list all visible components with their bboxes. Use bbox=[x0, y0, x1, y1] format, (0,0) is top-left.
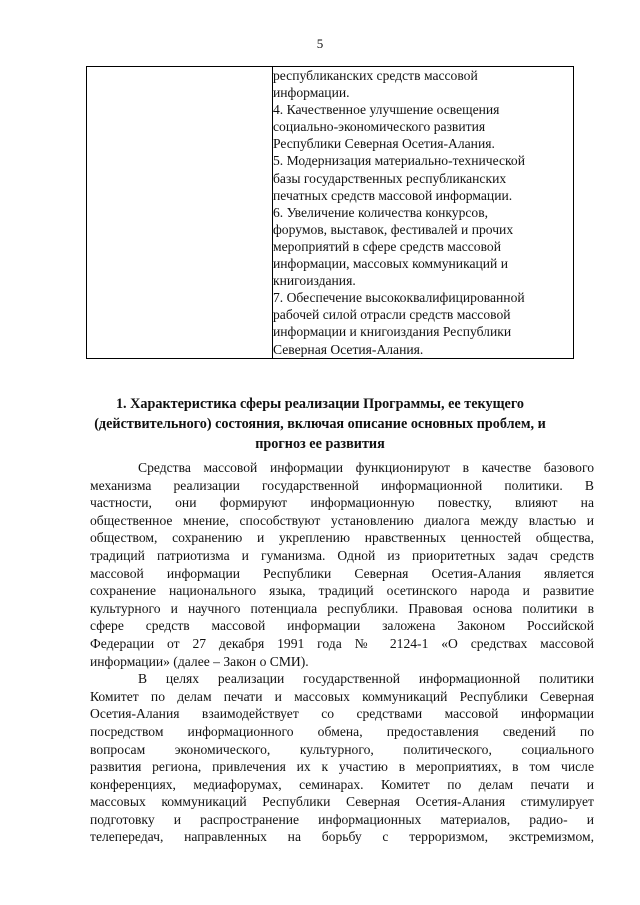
objective-line: республиканских средств массовой bbox=[273, 68, 478, 83]
text-line: Средства массовой информации функционируют в качестве базового bbox=[138, 460, 594, 475]
section-heading-line: прогноз ее развития bbox=[255, 436, 385, 452]
objective-line: Северная Осетия-Алания. bbox=[273, 341, 424, 357]
text-line: механизма реализации государственной информационной политики. В bbox=[90, 477, 594, 493]
objective-line: форумов, выставок, фестивалей и прочих bbox=[273, 221, 514, 237]
objective-line: книгоиздания. bbox=[273, 273, 356, 289]
text-line: обществом, сохранению и укреплению нравственных ценностей общества, bbox=[90, 530, 594, 546]
text-line: развития региона, привлечения их к участию в мероприятиях, в том числе bbox=[90, 759, 594, 775]
objective-line: 7. Обеспечение высококвалифицированной bbox=[273, 290, 525, 306]
objective-line: информации, массовых коммуникаций и bbox=[273, 256, 508, 272]
objective-line: Республики Северная Осетия-Алания. bbox=[273, 136, 495, 152]
objective-line: 5. Модернизация материально-технической bbox=[273, 153, 525, 169]
text-line: частности, они формируют информационную повестку, влияют на bbox=[90, 495, 594, 511]
objective-line: социально-экономического развития bbox=[273, 119, 486, 135]
section-heading bbox=[92, 394, 548, 454]
objective-line: 6. Увеличение количества конкурсов, bbox=[273, 204, 489, 220]
text-line: посредством информационного обмена, предоставления сведений по bbox=[90, 723, 594, 739]
text-line: телепередач, направленных на борьбу с терроризмом, экстремизмом, bbox=[90, 829, 594, 845]
paragraph-committee-policy bbox=[90, 670, 594, 846]
text-line: В целях реализации государственной информационной политики bbox=[138, 671, 594, 687]
objective-line: рабочей силой отрасли средств массовой bbox=[273, 307, 511, 323]
objective-line: информации и книгоиздания Республики bbox=[273, 324, 512, 340]
text-line: вопросам экономического, культурного, политического, социального bbox=[90, 741, 594, 757]
text-line: Осетия-Алания взаимодействует со средствами массовой информации bbox=[90, 706, 594, 722]
text-line: сохранение национального языка, традиций осетинского народа и развитие bbox=[90, 583, 594, 599]
table-cell-empty bbox=[87, 67, 273, 359]
table-row bbox=[87, 67, 574, 359]
body-text bbox=[90, 459, 594, 846]
section-heading-line: 1. Характеристика сферы реализации Программы, ее текущего bbox=[115, 396, 525, 412]
objective-line: мероприятий в сфере средств массовой bbox=[273, 238, 502, 254]
objective-line: базы государственных республиканских bbox=[273, 170, 507, 186]
text-line: сфере средств массовой информации заложена Законом Российской bbox=[90, 618, 594, 634]
objective-line: 4. Качественное улучшение освещения bbox=[273, 102, 500, 118]
text-line: культурного и научного потенциала республики. Правовая основа политики в bbox=[90, 600, 594, 616]
objective-line: информации. bbox=[273, 85, 350, 101]
text-line: Федерации от 27 декабря 1991 года № 2124-1 «О средствах массовой bbox=[90, 635, 594, 651]
objective-line: печатных средств массовой информации. bbox=[273, 187, 513, 203]
text-line: конференциях, медиафорумах, семинарах. Комитет по делам печати и bbox=[90, 776, 594, 792]
text-line: массовой информации Республики Северная Осетия-Алания является bbox=[90, 565, 594, 581]
paragraph-media-role bbox=[90, 459, 594, 670]
text-line: общественное мнение, способствуют установлению диалога между властью и bbox=[90, 512, 594, 528]
page-number: 5 bbox=[316, 36, 324, 51]
text-line: информации» (далее – Закон о СМИ). bbox=[90, 653, 309, 669]
text-line: Комитет по делам печати и массовых коммуникаций Республики Северная bbox=[90, 688, 594, 704]
table-cell-objectives bbox=[273, 67, 574, 359]
objectives-table bbox=[86, 66, 574, 359]
section-heading-line: (действительного) состояния, включая описание основных проблем, и bbox=[94, 416, 546, 432]
text-line: массовых коммуникаций Республики Северная Осетия-Алания стимулирует bbox=[90, 794, 594, 810]
text-line: подготовку и распространение информационных материалов, радио- и bbox=[90, 811, 594, 827]
text-line: традиций патриотизма и гуманизма. Одной из приоритетных задач средств bbox=[90, 547, 594, 563]
